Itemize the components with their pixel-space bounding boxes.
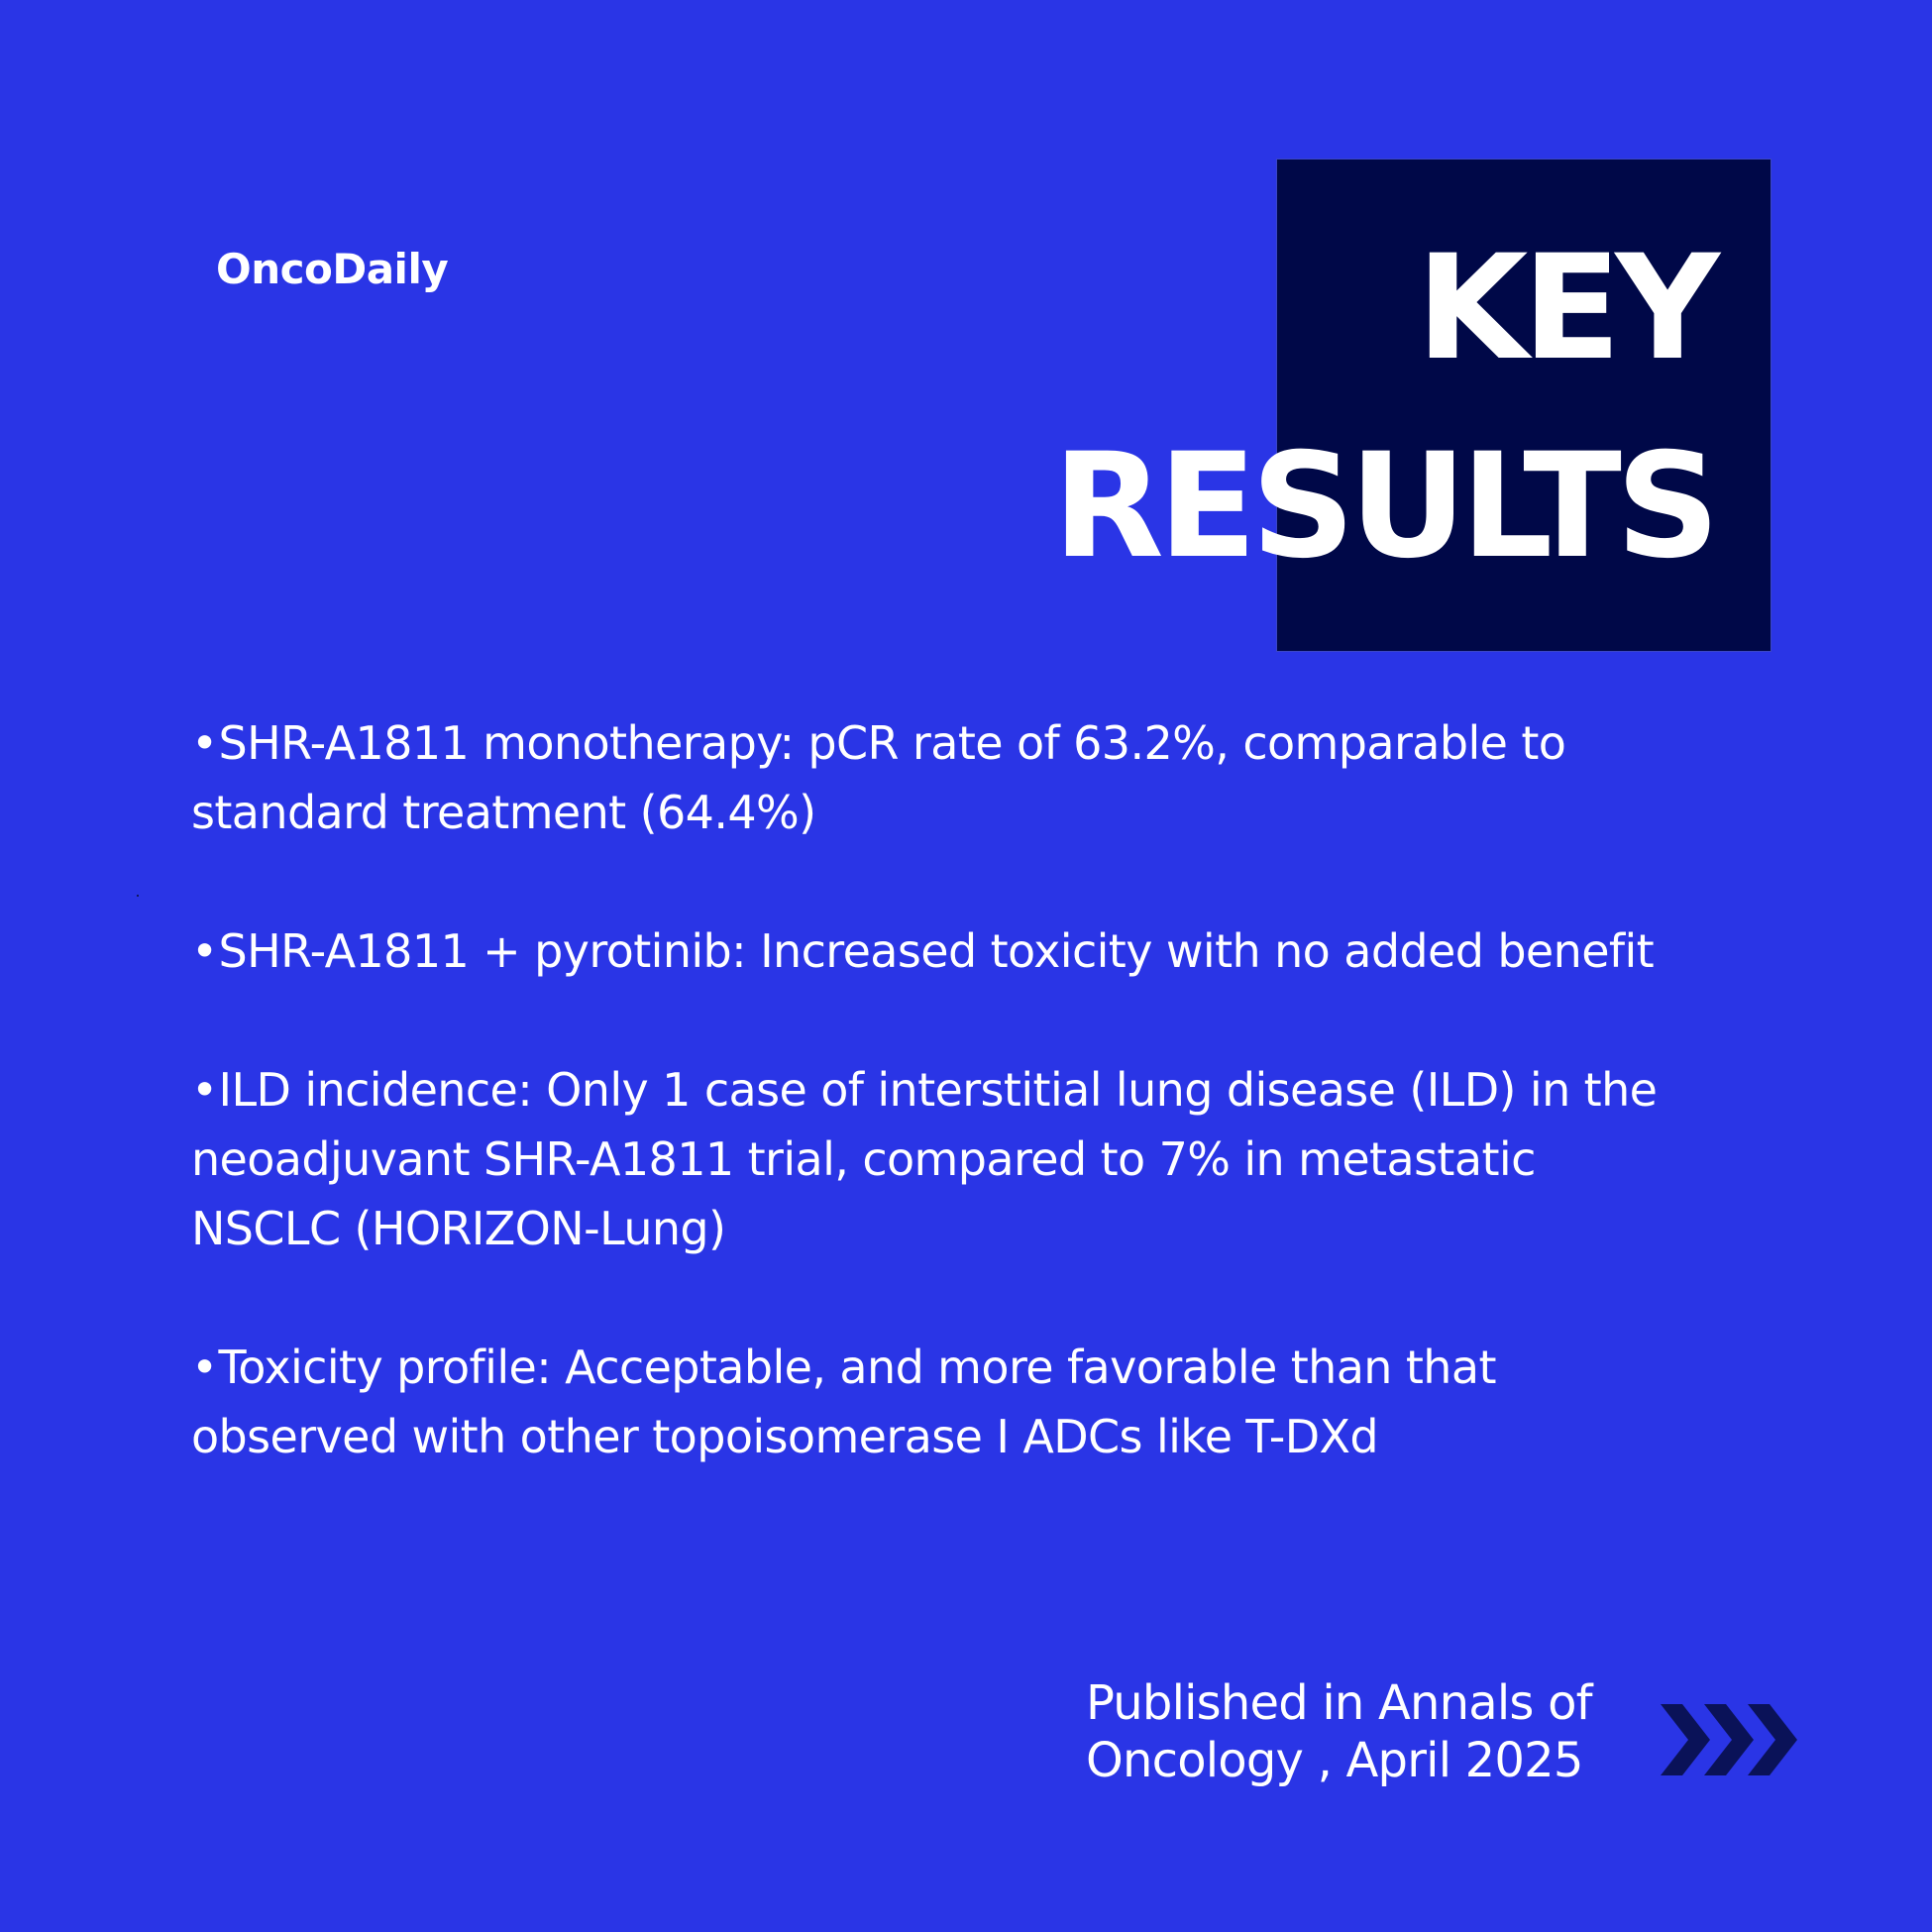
publication-line-2: Oncology , April 2025 [1086,1733,1583,1788]
triple-chevron-right-icon[interactable] [1661,1700,1805,1779]
publication-line-1: Published in Annals of [1086,1675,1592,1731]
bullet-marker: • [191,1341,218,1394]
bullet-marker: • [191,1063,218,1117]
result-item-pyrotinib [191,916,1658,986]
result-item-ild [191,1055,1658,1263]
result-text: ILD incidence: Only 1 case of interstitial lung disease (ILD) in the neoadjuvant SHR-A1811 trial, compared to 7% in metastatic NSCLC (HORIZON-Lung) [191,1063,1658,1255]
heading-key: KEY [1416,224,1714,392]
bullet-marker: • [191,716,218,770]
publication-note [1086,1674,1592,1789]
result-text: SHR-A1811 + pyrotinib: Increased toxicity with no added benefit [218,924,1655,978]
bullet-marker: • [191,924,218,978]
result-item-pcr [191,708,1658,847]
result-text: SHR-A1811 monotherapy: pCR rate of 63.2%, comparable to standard treatment (64.4%) [191,716,1566,839]
heading-results: RESULTS [1052,422,1714,590]
result-item-toxicity [191,1333,1658,1471]
result-text: Toxicity profile: Acceptable, and more favorable than that observed with other topoisomerase I ADCs like T-DXd [191,1341,1496,1463]
brand-logo: OncoDaily [216,245,449,293]
results-list [191,708,1658,1541]
decorative-dot [137,895,139,897]
